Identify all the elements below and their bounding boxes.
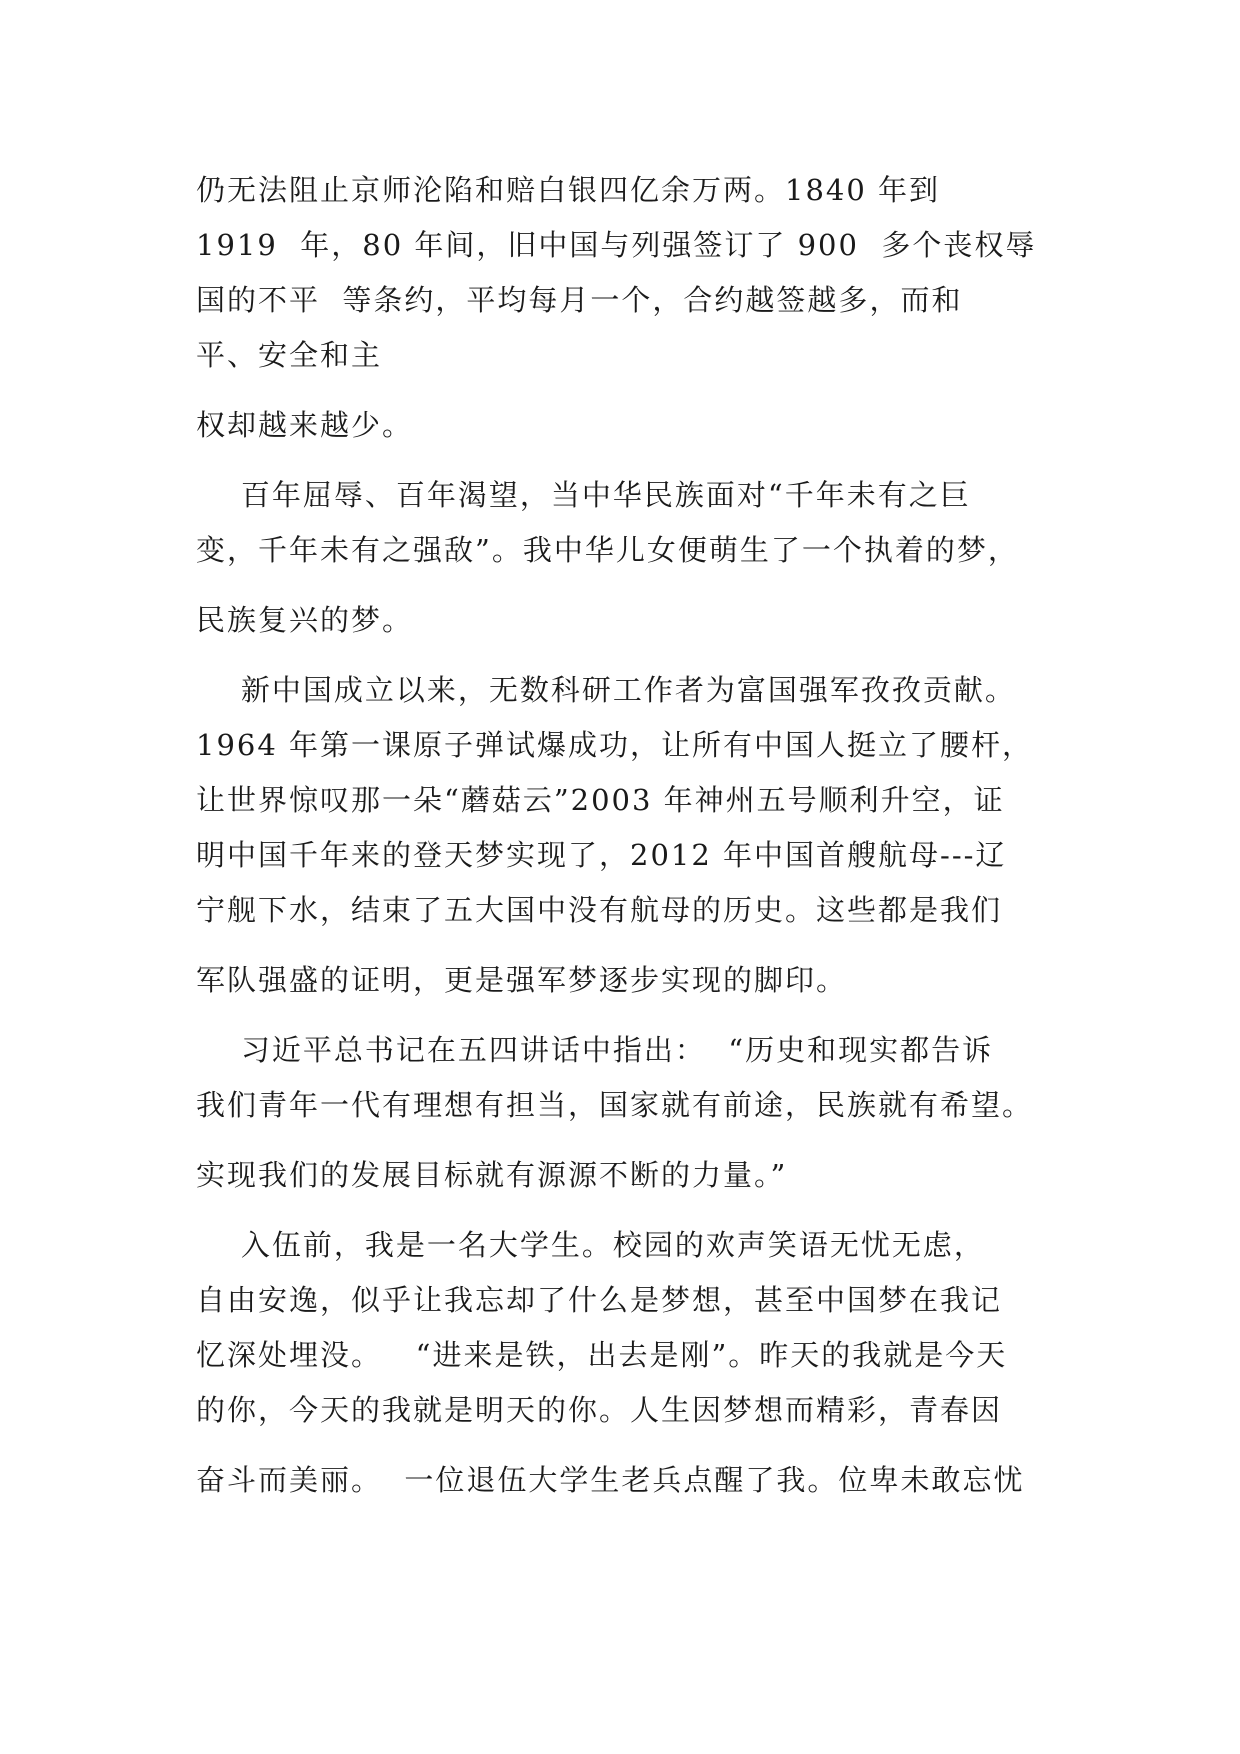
text-line: 军队强盛的证明，更是强军梦逐步实现的脚印。 bbox=[196, 963, 848, 997]
text-line: 宁舰下水，结束了五大国中没有航母的历史。这些都是我们 bbox=[196, 893, 1003, 927]
text-line: 权却越来越少。 bbox=[196, 408, 414, 442]
text-line: 我们青年一代有理想有担当，国家就有前途，民族就有希望。 bbox=[196, 1088, 1034, 1122]
text-line: 实现我们的发展目标就有源源不断的力量。” bbox=[196, 1158, 788, 1192]
text-line: 民族复兴的梦。 bbox=[196, 603, 414, 637]
text-line: 让世界惊叹那一朵“蘑菇云”2003 年神州五号顺利升空，证 bbox=[196, 783, 1005, 817]
text-line: 国的不平 等条约，平均每月一个，合约越签越多，而和 bbox=[196, 283, 963, 317]
paragraph-first-line: 入伍前，我是一名大学生。校园的欢声笑语无忧无虑， bbox=[196, 1228, 985, 1262]
paragraph-first-line: 新中国成立以来，无数科研工作者为富国强军孜孜贡献。 bbox=[196, 673, 1016, 707]
text-line: 奋斗而美丽。 一位退伍大学生老兵点醒了我。位卑未敢忘忧 bbox=[196, 1463, 1025, 1497]
text-line: 1964 年第一课原子弹试爆成功，让所有中国人挺立了腰杆， bbox=[196, 728, 1034, 762]
text-line: 自由安逸，似乎让我忘却了什么是梦想，甚至中国梦在我记 bbox=[196, 1283, 1003, 1317]
text-line: 变，千年未有之强敌”。我中华儿女便萌生了一个执着的梦， bbox=[196, 533, 1019, 567]
paragraph-first-line: 百年屈辱、百年渴望，当中华民族面对“千年未有之巨 bbox=[196, 478, 971, 512]
text-line: 仍无法阻止京师沦陷和赔白银四亿余万两。1840 年到 bbox=[196, 173, 941, 207]
text-line: 平、安全和主 bbox=[196, 338, 383, 372]
text-line: 忆深处埋没。 “进来是铁，出去是刚”。昨天的我就是今天 bbox=[196, 1338, 1008, 1372]
paragraph-first-line: 习近平总书记在五四讲话中指出： “历史和现实都告诉 bbox=[196, 1033, 994, 1067]
text-line: 1919 年，80 年间，旧中国与列强签订了 900 多个丧权辱 bbox=[196, 228, 1037, 262]
text-line: 的你，今天的我就是明天的你。人生因梦想而精彩，青春因 bbox=[196, 1393, 1003, 1427]
text-line: 明中国千年来的登天梦实现了，2012 年中国首艘航母---辽 bbox=[196, 838, 1007, 872]
